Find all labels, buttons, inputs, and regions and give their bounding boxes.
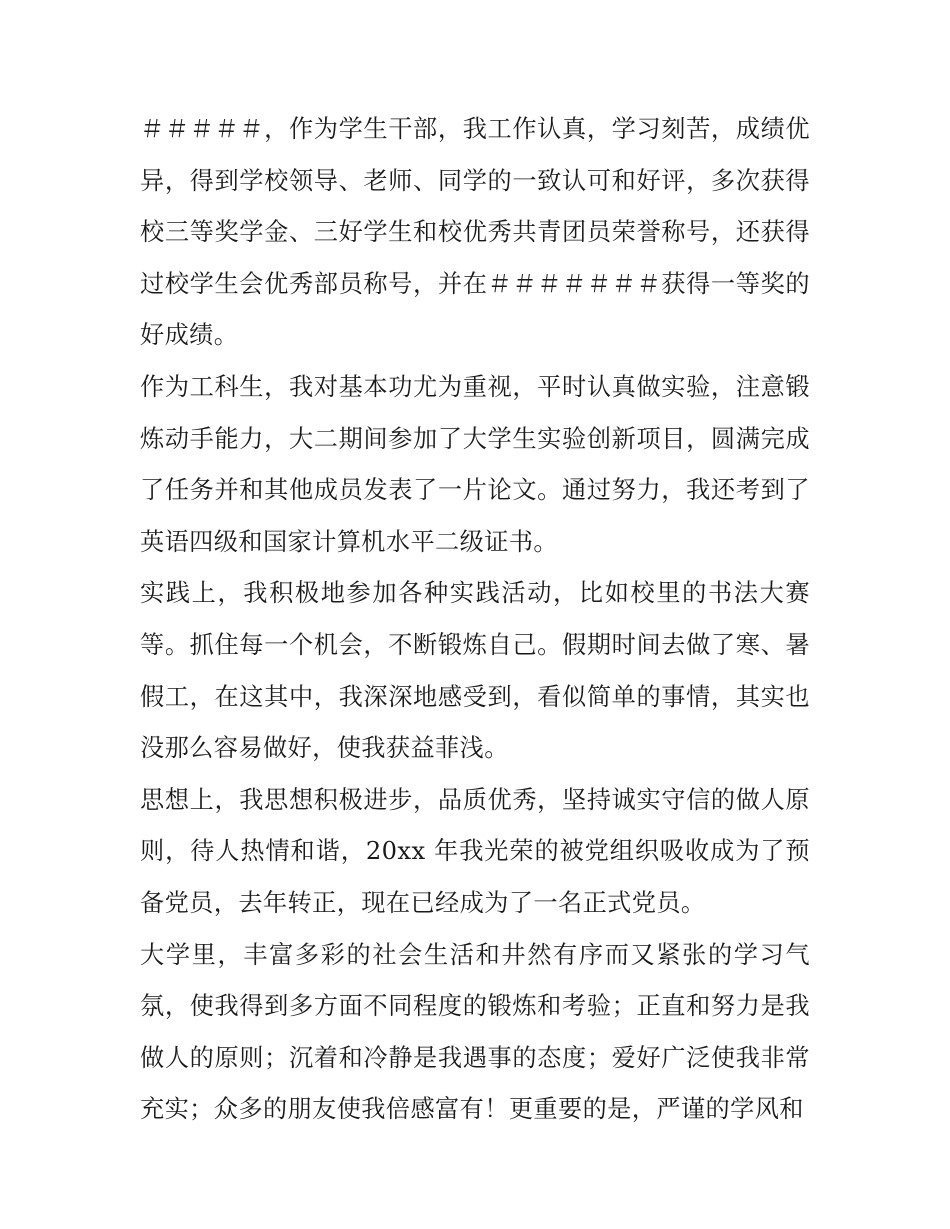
paragraph-university-life: 大学里，丰富多彩的社会生活和井然有序而又紧张的学习气氛，使我得到多方面不同程度的锻炼和考验；正直和努力是我做人的原则；沉着和冷静是我遇事的态度；爱好广泛使我非常充实；众多的朋友使我倍感富有！更重要的是，严谨的学风和 (140, 940, 810, 1124)
paragraph-engineering: 作为工科生，我对基本功尤为重视，平时认真做实验，注意锻炼动手能力，大二期间参加了大学生实验创新项目，圆满完成了任务并和其他成员发表了一片论文。通过努力，我还考到了英语四级和国家计算机水平二级证书。 (140, 372, 810, 556)
document-body (140, 104, 810, 1136)
paragraph-student-cadre: ＃＃＃＃＃，作为学生干部，我工作认真，学习刻苦，成绩优异，得到学校领导、老师、同学的一致认可和好评，多次获得校三等奖学金、三好学生和校优秀共青团员荣誉称号，还获得过校学生会优秀部员称号，并在＃＃＃＃＃＃＃获得一等奖的好成绩。 (140, 115, 810, 350)
paragraph-ideology: 思想上，我思想积极进步，品质优秀，坚持诚实守信的做人原则，待人热情和谐，20xx 年我光荣的被党组织吸收成为了预备党员，去年转正，现在已经成为了一名正式党员。 (140, 785, 810, 917)
paragraph-practice: 实践上，我积极地参加各种实践活动，比如校里的书法大赛等。抓住每一个机会，不断锻炼自己。假期时间去做了寒、暑假工，在这其中，我深深地感受到，看似简单的事情，其实也没那么容易做好，使我获益菲浅。 (140, 579, 810, 763)
